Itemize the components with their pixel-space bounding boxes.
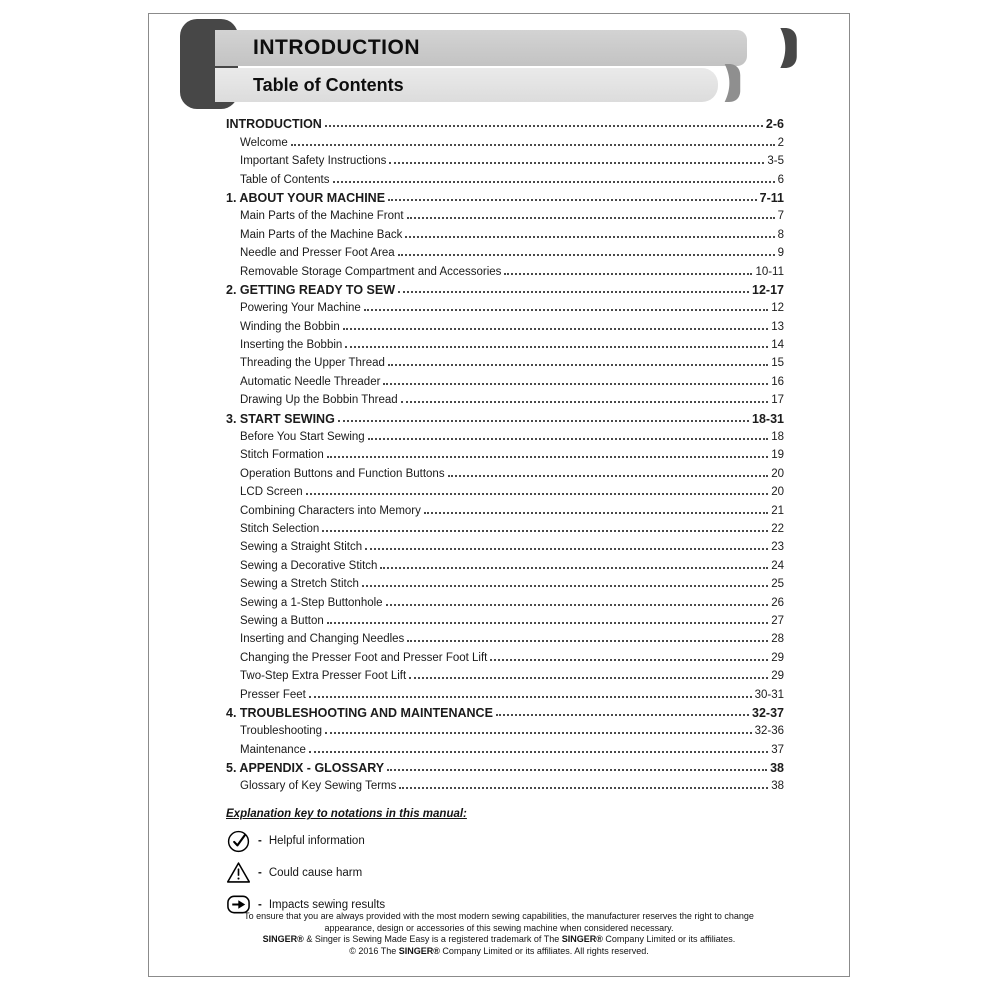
toc-entry-page-number: 26 bbox=[771, 596, 784, 609]
toc-dot-leader bbox=[389, 162, 764, 164]
toc-entry-label: Powering Your Machine bbox=[240, 302, 361, 315]
toc-entry bbox=[226, 352, 784, 370]
toc-entry-page-number: 12 bbox=[771, 302, 784, 315]
toc-entry-label: Before You Start Sewing bbox=[240, 431, 365, 444]
section-title-bar bbox=[215, 68, 718, 102]
toc-entry-page-number: 10-11 bbox=[755, 265, 784, 278]
toc-entry-label: Glossary of Key Sewing Terms bbox=[240, 780, 397, 793]
chapter-title: INTRODUCTION bbox=[253, 36, 420, 59]
toc-dot-leader bbox=[386, 604, 769, 606]
toc-entry-label: Sewing a Decorative Stitch bbox=[240, 559, 378, 572]
toc-entry-label: Threading the Upper Thread bbox=[240, 357, 385, 370]
toc-entry-page-number: 27 bbox=[771, 614, 784, 627]
notation-key-rows bbox=[226, 828, 467, 917]
toc-entry-label: LCD Screen bbox=[240, 486, 303, 499]
toc-dot-leader bbox=[407, 217, 775, 219]
notation-key-separator: - bbox=[258, 834, 262, 847]
toc-entry-page-number: 28 bbox=[771, 633, 784, 646]
toc-entry bbox=[226, 628, 784, 646]
toc-entry-page-number: 18-31 bbox=[752, 411, 784, 426]
notation-key bbox=[226, 808, 467, 924]
toc-dot-leader bbox=[388, 199, 757, 201]
toc-dot-leader bbox=[398, 291, 749, 293]
warning-triangle-icon bbox=[226, 860, 251, 885]
toc-dot-leader bbox=[383, 383, 768, 385]
footer-text-segment: Company Limited or its affiliates. All rights reserved. bbox=[439, 945, 649, 956]
toc-dot-leader bbox=[398, 254, 775, 256]
footer-text-segment: To ensure that you are always provided with the most modern sewing capabilities, the manufacturer reserves the right to change bbox=[244, 911, 754, 921]
toc-entry bbox=[226, 315, 784, 333]
toc-entry-page-number: 30-31 bbox=[754, 688, 784, 701]
toc-entry-label: Stitch Formation bbox=[240, 449, 324, 462]
toc-entry-page-number: 6 bbox=[777, 173, 784, 186]
toc-entry-label: Removable Storage Compartment and Accessories bbox=[240, 265, 502, 278]
toc-entry-page-number: 25 bbox=[771, 578, 784, 591]
toc-entry bbox=[226, 279, 784, 297]
toc-entry bbox=[226, 738, 784, 756]
toc-entry bbox=[226, 242, 784, 260]
notation-key-label: Could cause harm bbox=[268, 866, 363, 879]
notation-key-label: Impacts sewing results bbox=[268, 898, 386, 911]
toc-entry-page-number: 7-11 bbox=[759, 190, 784, 205]
footer-text-segment: SINGER® bbox=[262, 934, 304, 944]
toc-entry-label: 3. START SEWING bbox=[226, 411, 335, 426]
toc-entry bbox=[226, 683, 784, 701]
notation-key-title: Explanation key to notations in this manual: bbox=[226, 808, 467, 820]
toc-dot-leader bbox=[504, 273, 752, 275]
toc-entry-page-number: 2-6 bbox=[765, 117, 784, 132]
toc-entry bbox=[226, 702, 784, 720]
toc-entry-page-number: 7 bbox=[777, 210, 784, 223]
chapter-title-bar bbox=[215, 30, 747, 66]
toc-entry bbox=[226, 444, 784, 462]
toc-entry-page-number: 23 bbox=[771, 541, 784, 554]
toc-entry bbox=[226, 665, 784, 683]
toc-entry-label: Inserting the Bobbin bbox=[240, 339, 343, 352]
toc-entry bbox=[226, 554, 784, 572]
toc-dot-leader bbox=[309, 751, 768, 753]
toc-entry-page-number: 12-17 bbox=[752, 282, 784, 297]
toc-dot-leader bbox=[362, 585, 768, 587]
toc-entry bbox=[226, 260, 784, 278]
toc-dot-leader bbox=[399, 787, 768, 789]
toc-entry-label: INTRODUCTION bbox=[226, 117, 322, 132]
toc-entry-label: Inserting and Changing Needles bbox=[240, 633, 405, 646]
toc-entry bbox=[226, 481, 784, 499]
toc-entry bbox=[226, 518, 784, 536]
toc-entry-label: Operation Buttons and Function Buttons bbox=[240, 467, 445, 480]
manual-page bbox=[148, 13, 850, 977]
toc-entry bbox=[226, 223, 784, 241]
footer-line bbox=[149, 946, 849, 958]
footer-text-segment: Company Limited or its affiliates. bbox=[602, 934, 736, 944]
footer-line bbox=[149, 923, 849, 935]
toc-entry-page-number: 20 bbox=[771, 486, 784, 499]
toc-entry bbox=[226, 168, 784, 186]
toc-entry-label: Combining Characters into Memory bbox=[240, 504, 421, 517]
footer-text-segment: appearance, design or accessories of this sewing machine when considered necessary. bbox=[324, 922, 674, 933]
toc-dot-leader bbox=[306, 493, 769, 495]
toc-dot-leader bbox=[333, 181, 775, 183]
toc-entry-label: Table of Contents bbox=[240, 173, 330, 186]
toc-entry-label: Sewing a Stretch Stitch bbox=[240, 578, 359, 591]
toc-entry-label: Troubleshooting bbox=[240, 725, 323, 738]
toc-entry bbox=[226, 573, 784, 591]
toc-entry-label: Main Parts of the Machine Back bbox=[240, 228, 403, 241]
toc-dot-leader bbox=[490, 659, 768, 661]
toc-entry bbox=[226, 775, 784, 793]
crescent-ornament-dark-icon bbox=[767, 28, 806, 68]
toc-entry-page-number: 22 bbox=[771, 522, 784, 535]
notation-key-separator: - bbox=[258, 898, 262, 911]
footer-text-segment: & Singer is Sewing Made Easy is a registered trademark of The bbox=[303, 934, 562, 944]
toc-entry-label: Sewing a Button bbox=[240, 614, 324, 627]
toc-entry-label: Welcome bbox=[240, 136, 288, 149]
page-title: Table of Contents bbox=[253, 74, 404, 95]
toc-entry bbox=[226, 131, 784, 149]
footer-line bbox=[149, 934, 849, 946]
toc-entry-page-number: 21 bbox=[771, 504, 784, 517]
toc-entry-page-number: 14 bbox=[771, 339, 784, 352]
footer-legal-text bbox=[149, 911, 849, 957]
toc-entry bbox=[226, 646, 784, 664]
toc-entry-label: 5. APPENDIX - GLOSSARY bbox=[226, 761, 385, 776]
footer-text-segment: SINGER® bbox=[561, 934, 603, 944]
toc-entry bbox=[226, 720, 784, 738]
toc-dot-leader bbox=[327, 622, 768, 624]
toc-entry-page-number: 13 bbox=[771, 320, 784, 333]
toc-entry-page-number: 37 bbox=[771, 743, 784, 756]
toc-dot-leader bbox=[387, 769, 767, 771]
toc-entry-label: Winding the Bobbin bbox=[240, 320, 340, 333]
toc-dot-leader bbox=[405, 236, 774, 238]
toc-dot-leader bbox=[401, 401, 769, 403]
toc-entry-label: Maintenance bbox=[240, 743, 306, 756]
toc-entry-label: Stitch Selection bbox=[240, 522, 320, 535]
toc-entry-page-number: 24 bbox=[771, 559, 784, 572]
toc-entry bbox=[226, 334, 784, 352]
toc-entry-label: Needle and Presser Foot Area bbox=[240, 247, 395, 260]
toc-entry-label: 2. GETTING READY TO SEW bbox=[226, 282, 396, 297]
toc-dot-leader bbox=[325, 732, 752, 734]
toc-entry-label: Presser Feet bbox=[240, 688, 306, 701]
notation-key-item bbox=[226, 860, 467, 885]
toc-dot-leader bbox=[291, 144, 775, 146]
toc-entry-label: Automatic Needle Threader bbox=[240, 375, 381, 388]
toc-entry-label: Changing the Presser Foot and Presser Foot Lift bbox=[240, 651, 488, 664]
toc-dot-leader bbox=[496, 714, 749, 716]
toc-entry-page-number: 18 bbox=[771, 431, 784, 444]
table-of-contents bbox=[226, 113, 784, 793]
check-circle-icon bbox=[226, 828, 251, 853]
toc-entry bbox=[226, 187, 784, 205]
toc-entry-page-number: 19 bbox=[771, 449, 784, 462]
toc-entry bbox=[226, 757, 784, 775]
toc-entry-page-number: 15 bbox=[771, 357, 784, 370]
toc-entry bbox=[226, 370, 784, 388]
toc-entry-page-number: 29 bbox=[771, 651, 784, 664]
toc-dot-leader bbox=[409, 677, 768, 679]
toc-entry-label: Main Parts of the Machine Front bbox=[240, 210, 404, 223]
toc-entry-page-number: 2 bbox=[777, 136, 784, 149]
toc-entry-label: Important Safety Instructions bbox=[240, 155, 387, 168]
toc-entry bbox=[226, 205, 784, 223]
notation-key-label: Helpful information bbox=[268, 834, 365, 847]
footer-line bbox=[149, 911, 849, 923]
toc-dot-leader bbox=[343, 328, 768, 330]
toc-dot-leader bbox=[380, 567, 768, 569]
toc-entry bbox=[226, 536, 784, 554]
toc-entry-page-number: 32-37 bbox=[752, 705, 784, 720]
toc-entry bbox=[226, 150, 784, 168]
toc-dot-leader bbox=[368, 438, 769, 440]
toc-entry-label: Two-Step Extra Presser Foot Lift bbox=[240, 670, 407, 683]
toc-dot-leader bbox=[364, 309, 768, 311]
toc-entry bbox=[226, 610, 784, 628]
toc-dot-leader bbox=[365, 548, 768, 550]
toc-entry-page-number: 8 bbox=[777, 228, 784, 241]
notation-key-item bbox=[226, 828, 467, 853]
toc-dot-leader bbox=[325, 125, 763, 127]
toc-entry-page-number: 32-36 bbox=[754, 725, 784, 738]
toc-entry bbox=[226, 389, 784, 407]
toc-entry-page-number: 29 bbox=[771, 670, 784, 683]
notation-key-separator: - bbox=[258, 866, 262, 879]
toc-entry-page-number: 38 bbox=[770, 761, 784, 776]
toc-entry bbox=[226, 591, 784, 609]
toc-entry-label: 1. ABOUT YOUR MACHINE bbox=[226, 190, 386, 205]
toc-entry-page-number: 38 bbox=[771, 780, 784, 793]
toc-entry-page-number: 17 bbox=[771, 394, 784, 407]
toc-dot-leader bbox=[424, 512, 768, 514]
toc-entry bbox=[226, 297, 784, 315]
crescent-ornament-gray-icon bbox=[715, 64, 746, 102]
toc-dot-leader bbox=[309, 696, 752, 698]
toc-entry-page-number: 16 bbox=[771, 375, 784, 388]
toc-dot-leader bbox=[407, 640, 768, 642]
toc-entry-label: Sewing a 1-Step Buttonhole bbox=[240, 596, 383, 609]
toc-entry-label: 4. TROUBLESHOOTING AND MAINTENANCE bbox=[226, 705, 493, 720]
toc-entry bbox=[226, 113, 784, 131]
toc-entry bbox=[226, 407, 784, 425]
toc-entry bbox=[226, 499, 784, 517]
toc-dot-leader bbox=[322, 530, 768, 532]
toc-dot-leader bbox=[327, 456, 768, 458]
toc-dot-leader bbox=[338, 420, 749, 422]
toc-entry-label: Drawing Up the Bobbin Thread bbox=[240, 394, 398, 407]
toc-dot-leader bbox=[388, 364, 768, 366]
toc-entry-page-number: 9 bbox=[777, 247, 784, 260]
toc-entry-label: Sewing a Straight Stitch bbox=[240, 541, 363, 554]
toc-entry bbox=[226, 426, 784, 444]
footer-text-segment: SINGER® bbox=[398, 945, 440, 956]
toc-dot-leader bbox=[345, 346, 768, 348]
toc-entry-page-number: 20 bbox=[771, 467, 784, 480]
toc-entry bbox=[226, 462, 784, 480]
footer-text-segment: © 2016 The bbox=[349, 945, 399, 956]
toc-dot-leader bbox=[448, 475, 769, 477]
toc-entry-page-number: 3-5 bbox=[767, 155, 784, 168]
